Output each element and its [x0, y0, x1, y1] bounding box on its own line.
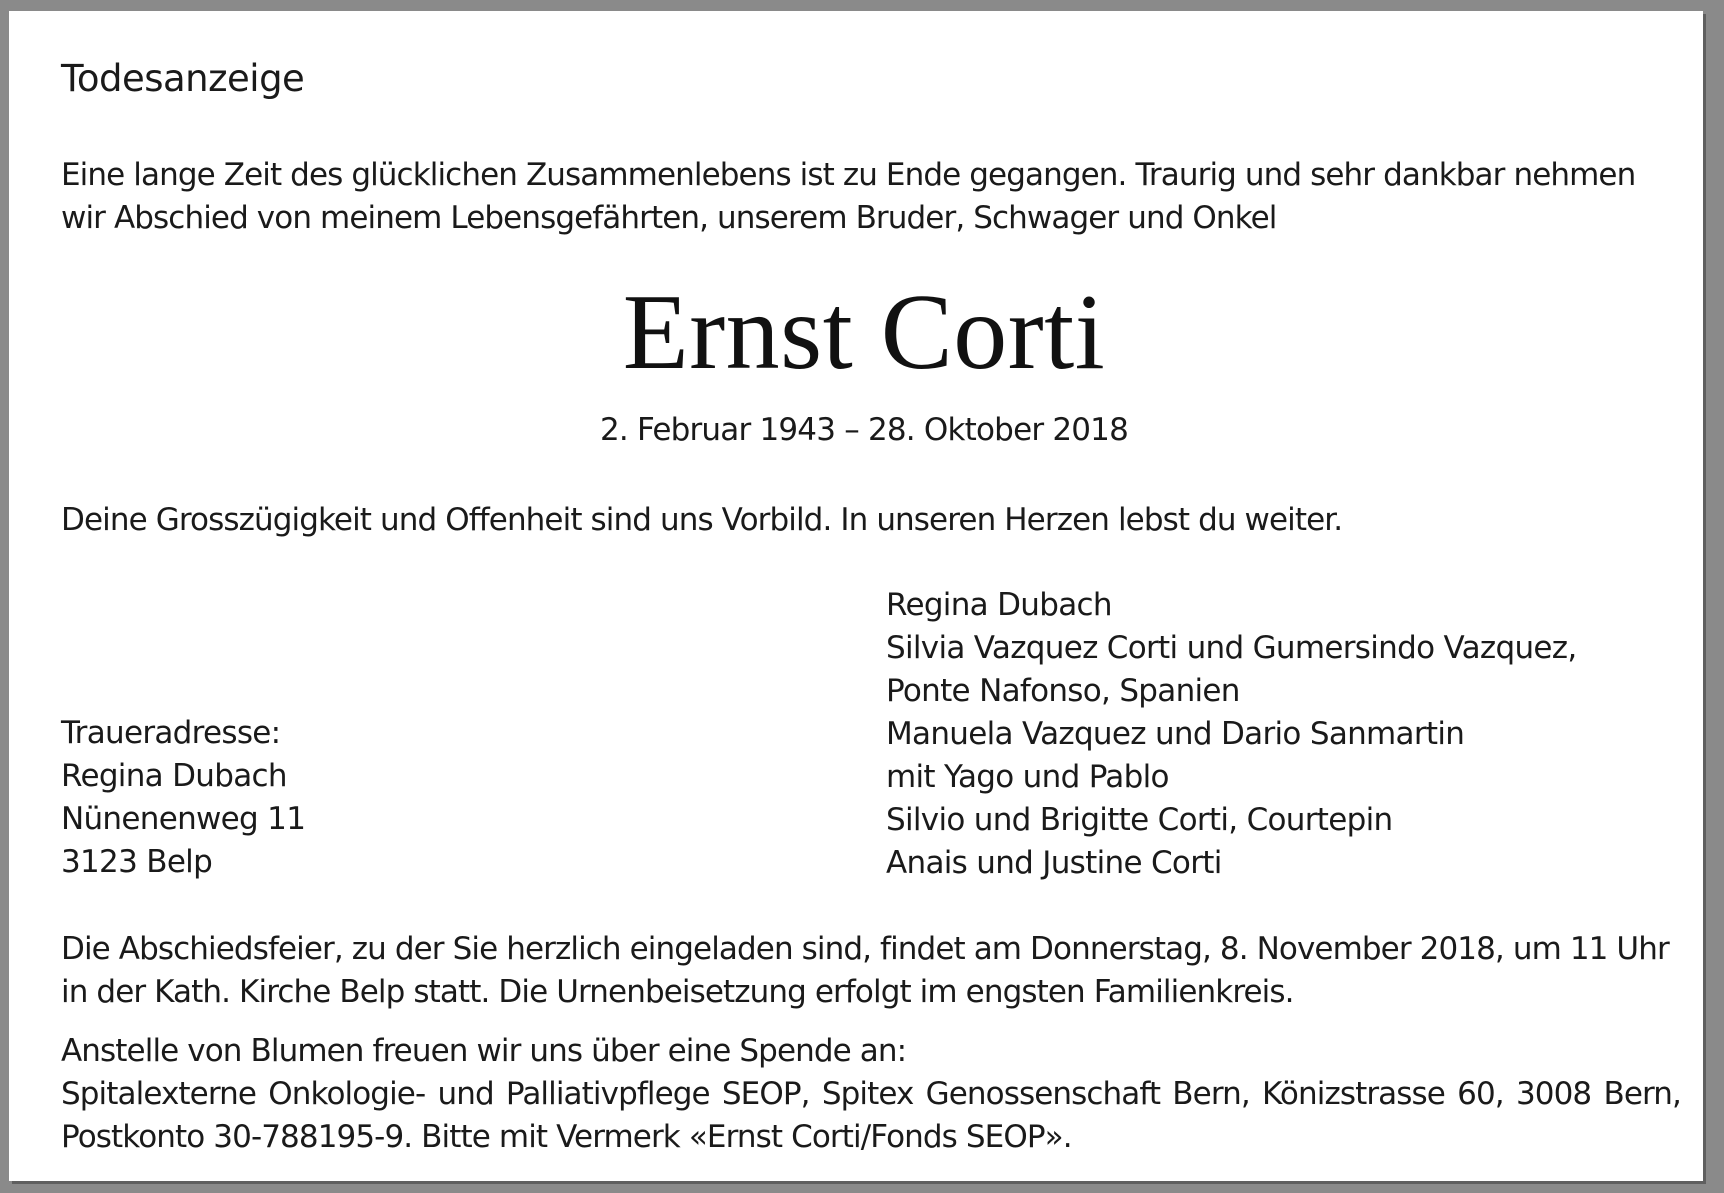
mourner-line: Silvio und Brigitte Corti, Courtepin — [886, 802, 1393, 838]
ceremony-info: Die Abschiedsfeier, zu der Sie herzlich eingeladen sind, findet am Donnerstag, 8. November 2018, um 11 Uhr in der Kath. Kirche Belp statt. Die Urnenbeisetzung erfolgt im engsten Familienkreis. — [61, 931, 1669, 1010]
mourner-line: Regina Dubach — [886, 587, 1112, 623]
memorial-motto: Deine Grosszügigkeit und Offenheit sind uns Vorbild. In unseren Herzen lebst du weiter. — [61, 502, 1343, 538]
address-street: Nünenenweg 11 — [61, 801, 306, 837]
page-heading: Todesanzeige — [61, 57, 305, 100]
donation-intro: Anstelle von Blumen freuen wir uns über eine Spende an: — [61, 1033, 907, 1069]
mourners-list — [886, 584, 1686, 885]
mourner-line: Anais und Justine Corti — [886, 845, 1222, 881]
address-name: Regina Dubach — [61, 758, 287, 794]
mourner-line: Ponte Nafonso, Spanien — [886, 673, 1240, 709]
address-city: 3123 Belp — [61, 844, 213, 880]
obituary-page — [9, 11, 1703, 1181]
mourner-line: mit Yago und Pablo — [886, 759, 1169, 795]
mourner-line: Silvia Vazquez Corti und Gumersindo Vazquez, — [886, 630, 1577, 666]
donation-info — [61, 1030, 1681, 1159]
address-label: Traueradresse: — [61, 715, 281, 751]
donation-details: Spitalexterne Onkologie- und Palliativpflege SEOP, Spitex Genossenschaft Bern, Könizstrasse 60, 3008 Bern, Postkonto 30-788195-9. Bitte mit Vermerk «Ernst Corti/Fonds SEOP». — [61, 1076, 1681, 1155]
deceased-name: Ernst Corti — [622, 273, 1106, 392]
life-dates: 2. Februar 1943 – 28. Oktober 2018 — [599, 412, 1129, 448]
mourning-address — [61, 712, 661, 884]
intro-text: Eine lange Zeit des glücklichen Zusammenlebens ist zu Ende gegangen. Traurig und sehr dankbar nehmen wir Abschied von meinem Lebensgefährten, unserem Bruder, Schwager und Onkel — [61, 157, 1636, 236]
mourner-line: Manuela Vazquez und Dario Sanmartin — [886, 716, 1465, 752]
